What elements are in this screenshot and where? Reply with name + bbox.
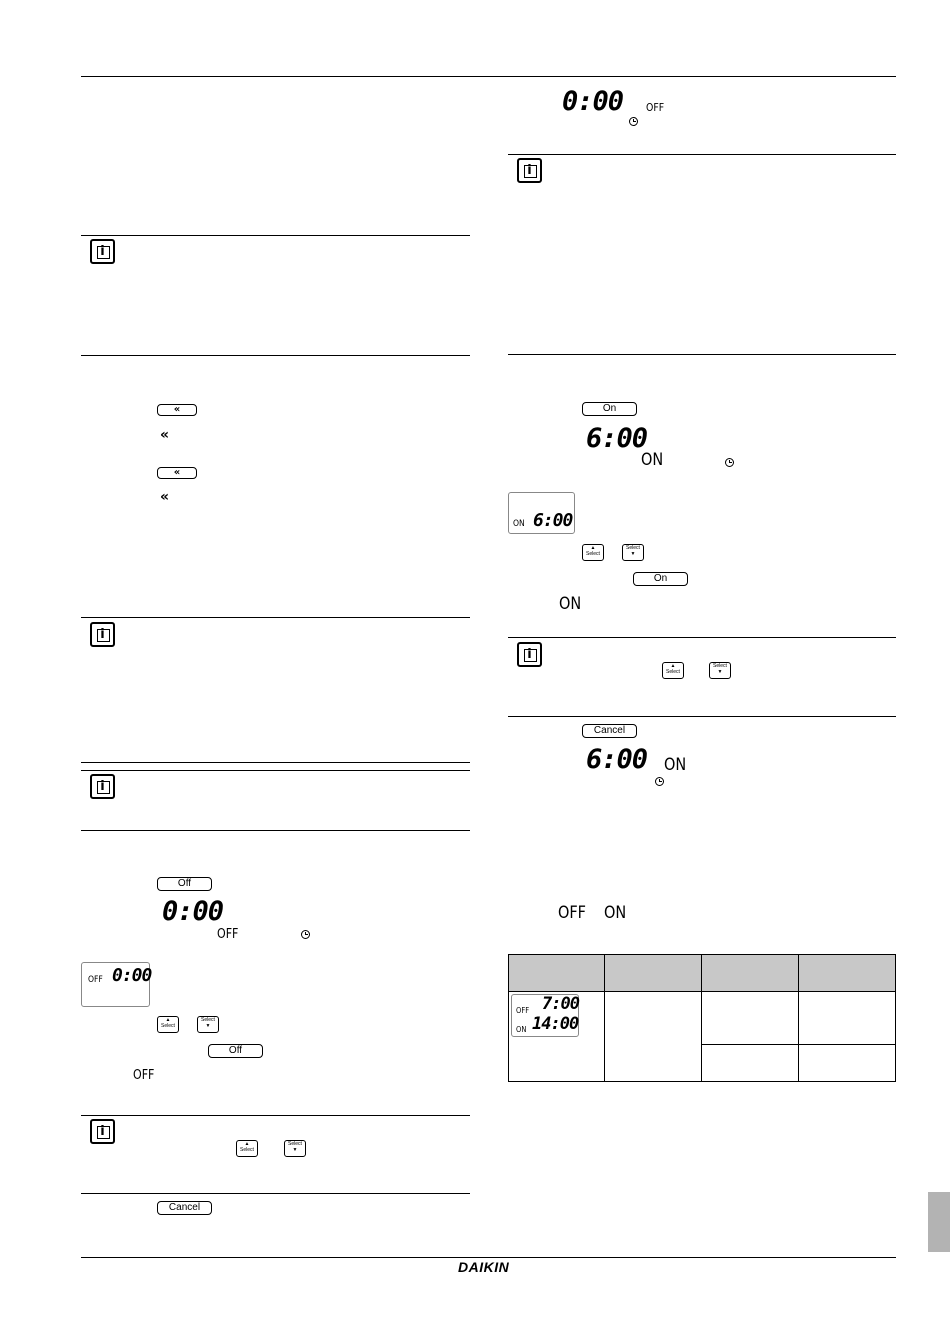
table-header-row (509, 955, 896, 992)
info-icon: i (90, 239, 115, 264)
daikin-logo: DAIKIN (458, 1259, 510, 1275)
table-cell-lcd (509, 992, 605, 1082)
lcd-display (508, 492, 575, 534)
timer-display: 6:00 (586, 423, 648, 454)
info-icon: i (90, 774, 115, 799)
table-cell (605, 992, 702, 1082)
on-button[interactable]: On (633, 572, 688, 586)
clock-icon (301, 930, 310, 939)
on-button[interactable]: On (582, 402, 637, 416)
fan-speed-icon: « (157, 404, 197, 416)
info-icon: i (517, 642, 542, 667)
footer-rule (81, 1257, 896, 1258)
table-header-cell (701, 955, 798, 992)
on-indicator: ON (559, 594, 582, 614)
lcd-off-indicator: OFF (88, 975, 103, 985)
select-up-button[interactable]: ▲ Select (236, 1140, 258, 1157)
note-rule-top (508, 154, 896, 155)
info-icon: i (517, 158, 542, 183)
lcd-time: 6:00 (533, 510, 573, 531)
lcd-time: 14:00 (532, 1014, 579, 1034)
cancel-button[interactable]: Cancel (157, 1201, 212, 1215)
timer-display: 6:00 (586, 744, 648, 775)
select-down-button[interactable]: Select ▼ (709, 662, 731, 679)
lcd-on-indicator: ON (513, 519, 525, 529)
header-rule (81, 76, 896, 77)
note-rule-bottom (81, 762, 470, 763)
lcd-display (511, 994, 579, 1037)
select-up-button[interactable]: ▲ Select (662, 662, 684, 679)
timer-example-table (508, 954, 896, 1082)
select-up-button[interactable]: ▲ Select (157, 1016, 179, 1033)
note-rule-bottom (81, 830, 470, 831)
clock-icon (725, 458, 734, 467)
clock-icon (655, 777, 664, 786)
select-up-button[interactable]: ▲ Select (582, 544, 604, 561)
note-rule-top (81, 770, 470, 771)
note-rule-bottom (508, 354, 896, 355)
timer-display: 0:00 (562, 86, 624, 117)
note-rule-top (81, 617, 470, 618)
table-header-cell (509, 955, 605, 992)
cancel-button[interactable]: Cancel (582, 724, 637, 738)
note-rule-bottom (81, 355, 470, 356)
table-cell (798, 1045, 895, 1082)
select-down-button[interactable]: Select ▼ (284, 1140, 306, 1157)
table-header-cell (798, 955, 895, 992)
table-cell (701, 1045, 798, 1082)
select-down-button[interactable]: Select ▼ (197, 1016, 219, 1033)
table-header-cell (605, 955, 702, 992)
off-indicator: OFF (558, 903, 586, 923)
timer-display: 0:00 (162, 896, 224, 927)
lcd-on-indicator: ON (516, 1025, 527, 1034)
fan-speed-icon: « (157, 467, 197, 479)
lcd-time: 7:00 (542, 994, 579, 1014)
note-rule-bottom (81, 1193, 470, 1194)
note-rule-top (508, 637, 896, 638)
info-icon: i (90, 622, 115, 647)
lcd-off-indicator: OFF (516, 1006, 530, 1015)
lcd-time: 0:00 (112, 965, 152, 986)
note-rule-top (81, 1115, 470, 1116)
fan-speed-icon: « (160, 427, 170, 443)
off-indicator: OFF (646, 101, 665, 114)
off-button[interactable]: Off (157, 877, 212, 891)
fan-speed-icon: « (160, 489, 170, 505)
select-down-button[interactable]: Select ▼ (622, 544, 644, 561)
on-indicator: ON (641, 450, 664, 470)
note-rule-bottom (508, 716, 896, 717)
table-row (509, 992, 896, 1045)
table-cell (798, 992, 895, 1045)
note-rule-top (81, 235, 470, 236)
table-cell (701, 992, 798, 1045)
clock-icon (629, 117, 638, 126)
on-indicator: ON (604, 903, 627, 923)
off-indicator: OFF (217, 927, 239, 942)
off-button[interactable]: Off (208, 1044, 263, 1058)
on-indicator: ON (664, 755, 687, 775)
side-chapter-tab (928, 1192, 950, 1252)
off-indicator: OFF (133, 1068, 155, 1083)
info-icon: i (90, 1119, 115, 1144)
lcd-display (81, 962, 150, 1007)
